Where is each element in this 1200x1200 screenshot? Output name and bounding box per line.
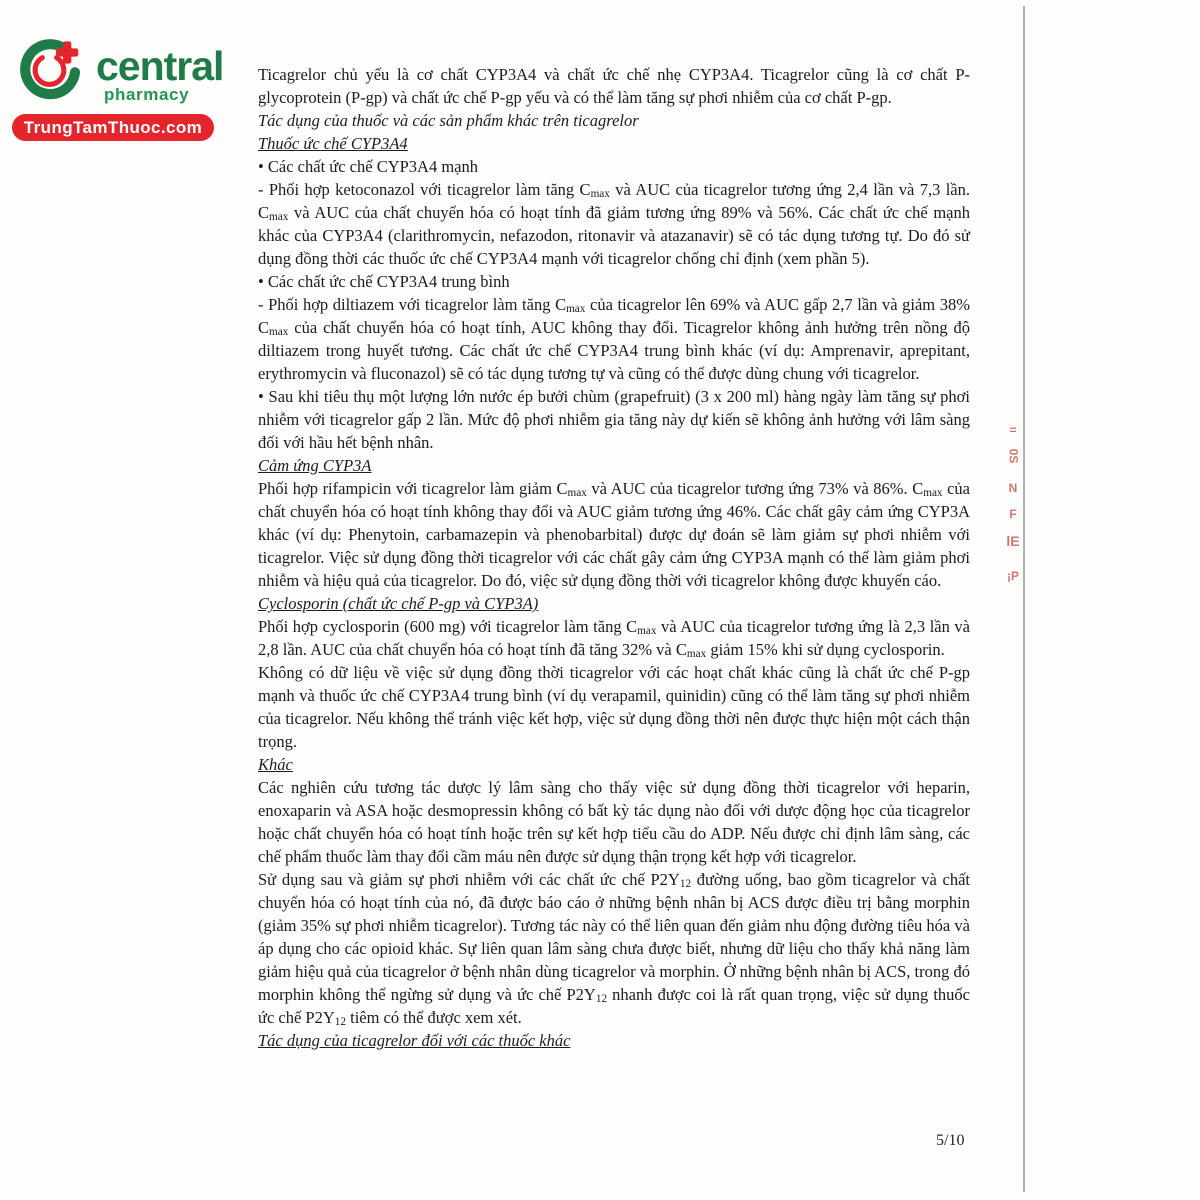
page-number: 5/10 bbox=[936, 1132, 965, 1149]
document-body bbox=[258, 63, 970, 1052]
paragraph: Các nghiên cứu tương tác dược lý lâm sàng cho thấy việc sử dụng đồng thời ticagrelor với heparin, enoxaparin và ASA hoặc desmopressin không có bất kỳ tác dụng nào đối với dược động học của ticagrelor hoặc chất chuyển hóa có hoạt tính hoặc trên sự kết hợp tiểu cầu do ADP. Nếu được chỉ định lâm sàng, các chế phẩm thuốc làm thay đổi cầm máu nên được sử dụng thận trọng kết hợp với ticagrelor. bbox=[258, 778, 970, 866]
paragraph: Phối hợp rifampicin với ticagrelor làm giảm $C_{max}$ và AUC của ticagrelor tương ứng 73% và 86%. $C_{max}$ của chất chuyển hóa có hoạt tính không thay đổi và AUC giảm tương ứng 46%. Các chất gây cảm ứng CYP3A khác (ví dụ: Phenytoin, carbamazepin và phenobarbital) được dự đoán sẽ làm giảm sự phơi nhiễm với ticagrelor. Việc sử dụng đồng thời ticagrelor với các chất gây cảm ứng CYP3A mạnh có thể làm giảm phơi nhiễm và hiệu quả của ticagrelor. Do đó, việc sử dụng đồng thời với ticagrelor không được khuyến cáo. bbox=[258, 479, 970, 590]
stamp-fragment: ¡P bbox=[1007, 569, 1019, 583]
section-heading: Cyclosporin (chất ức chế P-gp và CYP3A) bbox=[258, 594, 539, 613]
paragraph: • Sau khi tiêu thụ một lượng lớn nước ép bưởi chùm (grapefruit) (3 x 200 ml) hàng ngày làm tăng sự phơi nhiễm với ticagrelor gấp 2 lần. Mức độ phơi nhiễm gia tăng này dự kiến sẽ không ảnh hưởng với lâm sàng đối với hầu hết bệnh nhân. bbox=[258, 387, 970, 452]
paragraph: Không có dữ liệu về việc sử dụng đồng thời ticagrelor với các hoạt chất khác cũng là chất ức chế P-gp mạnh và thuốc ức chế CYP3A4 trung bình (ví dụ verapamil, quinidin) cũng có thể làm tăng sự phơi nhiễm của ticagrelor. Nếu không thể tránh việc kết hợp, việc sử dụng đồng thời nên được thực hiện một cách thận trọng. bbox=[258, 663, 970, 751]
paragraph: Sử dụng sau và giảm sự phơi nhiễm với các chất ức chế $P2Y_{12}$ đường uống, bao gồm ticagrelor và chất chuyển hóa có hoạt tính của nó, đã được báo cáo ở những bệnh nhân bị ACS được điều trị bằng morphin (giảm 35% sự phơi nhiễm ticagrelor). Tương tác này có thể liên quan đến giảm nhu động đường tiêu hóa và áp dụng cho các opioid khác. Sự liên quan lâm sàng chưa được biết, nhưng dữ liệu cho thấy khả năng làm giảm hiệu quả của ticagrelor ở bệnh nhân dùng ticagrelor và morphin. Ở những bệnh nhân bị ACS, trong đó morphin không thể ngừng sử dụng và ức chế $P2Y_{12}$ nhanh được coi là rất quan trọng, việc sử dụng thuốc ức chế $P2Y_{12}$ tiêm có thể được xem xét. bbox=[258, 870, 970, 1029]
paragraph: - Phối hợp diltiazem với ticagrelor làm tăng $C_{max}$ của ticagrelor lên 69% và AUC gấp 2,7 lần và giảm 38% $C_{max}$ của chất chuyển hóa có hoạt tính, AUC không thay đổi. Ticagrelor không ảnh hưởng trên nồng độ diltiazem trong huyết tương. Các chất ức chế CYP3A4 trung bình khác (ví dụ: Amprenavir, aprepitant, erythromycin và fluconazol) sẽ có tác dụng tương tự và cũng có thể được dùng chung với ticagrelor. bbox=[258, 295, 970, 383]
stamp-fragment: 0S bbox=[1006, 448, 1020, 464]
section-heading: Tác dụng của ticagrelor đối với các thuốc khác bbox=[258, 1031, 571, 1050]
brand-badge: TrungTamThuoc.com bbox=[12, 114, 214, 141]
stamp-fragment: lE bbox=[1006, 533, 1020, 549]
paragraph: - Phối hợp ketoconazol với ticagrelor làm tăng $C_{max}$ và AUC của ticagrelor tương ứng 2,4 lần và 7,3 lần. $C_{max}$ và AUC của chất chuyển hóa có hoạt tính đã giảm tương ứng 89% và 56%. Các chất ức chế mạnh khác của CYP3A4 (clarithromycin, nefazodon, ritonavir và atazanavir) sẽ có tác dụng tương tự. Do đó sử dụng đồng thời các thuốc ức chế CYP3A4 mạnh với ticagrelor chống chỉ định (xem phần 5). bbox=[258, 180, 970, 268]
stamp-fragment: = bbox=[1009, 423, 1017, 437]
section-heading: Khác bbox=[258, 755, 293, 774]
central-pharmacy-logo-icon bbox=[14, 30, 88, 112]
section-heading: Tác dụng của thuốc và các sản phẩm khác trên ticagrelor bbox=[258, 111, 639, 130]
page-edge-line bbox=[1023, 6, 1025, 1192]
stamp-fragment: N bbox=[1008, 481, 1018, 495]
stamp-fragment: F bbox=[1009, 507, 1017, 521]
paragraph: • Các chất ức chế CYP3A4 trung bình bbox=[258, 272, 510, 291]
paragraph: Phối hợp cyclosporin (600 mg) với ticagrelor làm tăng $C_{max}$ và AUC của ticagrelor tương ứng là 2,3 lần và 2,8 lần. AUC của chất chuyển hóa có hoạt tính đã tăng 32% và $C_{max}$ giảm 15% khi sử dụng cyclosporin. bbox=[258, 617, 970, 661]
pharmacy-logo bbox=[12, 28, 242, 148]
brand-subtitle: pharmacy bbox=[104, 85, 190, 104]
brand-name: central bbox=[96, 43, 224, 89]
red-stamp-fragments bbox=[1002, 424, 1024, 596]
section-heading: Cảm ứng CYP3A bbox=[258, 456, 372, 475]
paragraph: Ticagrelor chủ yếu là cơ chất CYP3A4 và chất ức chế nhẹ CYP3A4. Ticagrelor cũng là cơ chất P-glycoprotein (P-gp) và chất ức chế P-gp yếu và có thể làm tăng sự phơi nhiễm của cơ chất P-gp. bbox=[258, 65, 970, 107]
paragraph: • Các chất ức chế CYP3A4 mạnh bbox=[258, 157, 478, 176]
section-heading: Thuốc ức chế CYP3A4 bbox=[258, 134, 408, 153]
